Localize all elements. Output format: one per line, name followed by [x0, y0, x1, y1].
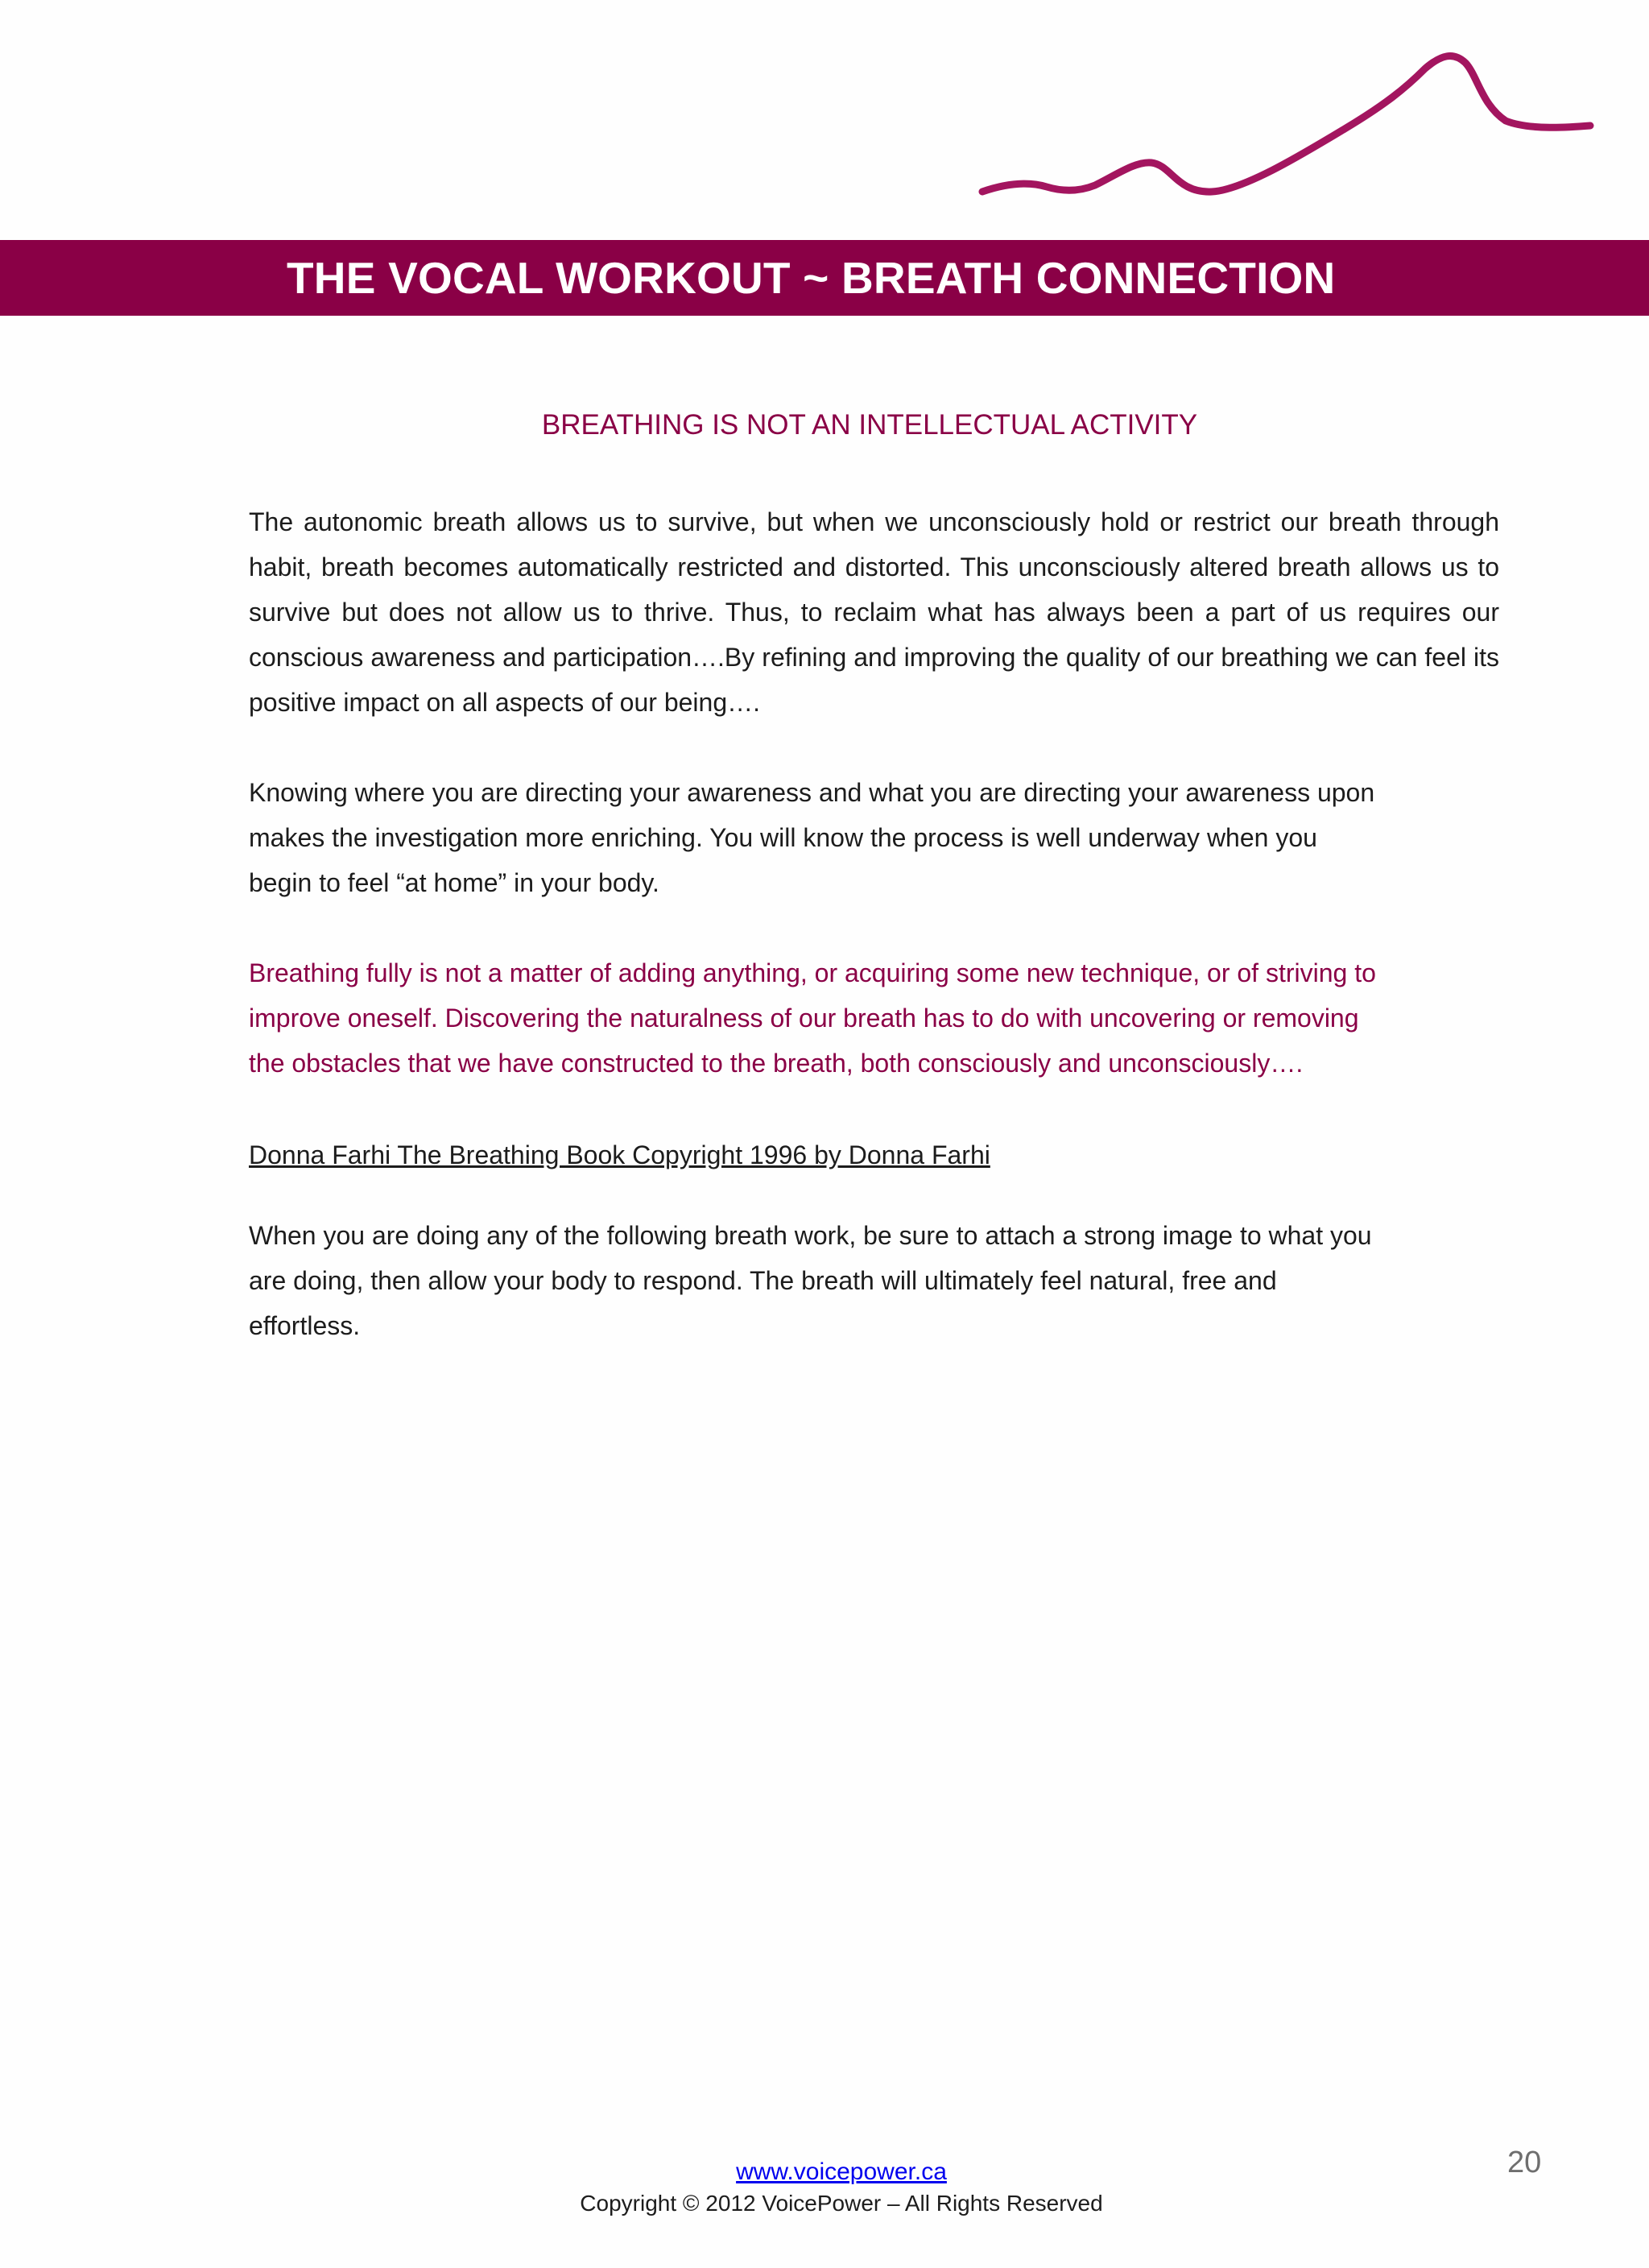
intro-paragraph: The autonomic breath allows us to survive, but when we unconsciously hold or restrict our breath through habit, breath becomes automatically restricted and distorted. This unconsciously altered breath allows us to survive but does not allow us to thrive. Thus, to reclaim what has always been a part of us requires our conscious awareness and participation….By refining and improving the quality of our breathing we can feel its positive impact on all aspects of our being….	[249, 507, 1499, 717]
awareness-paragraph	[249, 770, 1499, 905]
paragraph-line: are doing, then allow your body to respond. The breath will ultimately feel natural, free and	[249, 1266, 1277, 1295]
header-banner	[0, 240, 1649, 316]
paragraph-line: When you are doing any of the following breath work, be sure to attach a strong image to what you	[249, 1221, 1372, 1250]
quote-line: improve oneself. Discovering the naturalness of our breath has to do with uncovering or removing	[249, 1004, 1359, 1033]
quote-paragraph	[249, 950, 1499, 1086]
paragraph-line: begin to feel “at home” in your body.	[249, 868, 659, 897]
paragraph-line: effortless.	[249, 1311, 361, 1340]
wave-line-icon	[966, 40, 1594, 209]
copyright-notice: Copyright © 2012 VoicePower – All Rights Reserved	[580, 2191, 1103, 2216]
breathwork-paragraph	[249, 1213, 1499, 1348]
section-heading: BREATHING IS NOT AN INTELLECTUAL ACTIVITY	[541, 409, 1198, 441]
page-number: 20	[1507, 2146, 1542, 2179]
paragraph-line: Knowing where you are directing your awareness and what you are directing your awareness upon	[249, 778, 1375, 807]
quote-line: Breathing fully is not a matter of adding anything, or acquiring some new technique, or of striving to	[249, 958, 1376, 987]
quote-citation: Donna Farhi The Breathing Book Copyright 1996 by Donna Farhi	[249, 1140, 990, 1169]
website-link[interactable]: www.voicepower.ca	[736, 2158, 947, 2185]
quote-line: the obstacles that we have constructed to the breath, both consciously and unconsciously….	[249, 1049, 1304, 1078]
paragraph-line: makes the investigation more enriching. You will know the process is well underway when you	[249, 823, 1317, 852]
page-title: THE VOCAL WORKOUT ~ BREATH CONNECTION	[287, 253, 1336, 303]
